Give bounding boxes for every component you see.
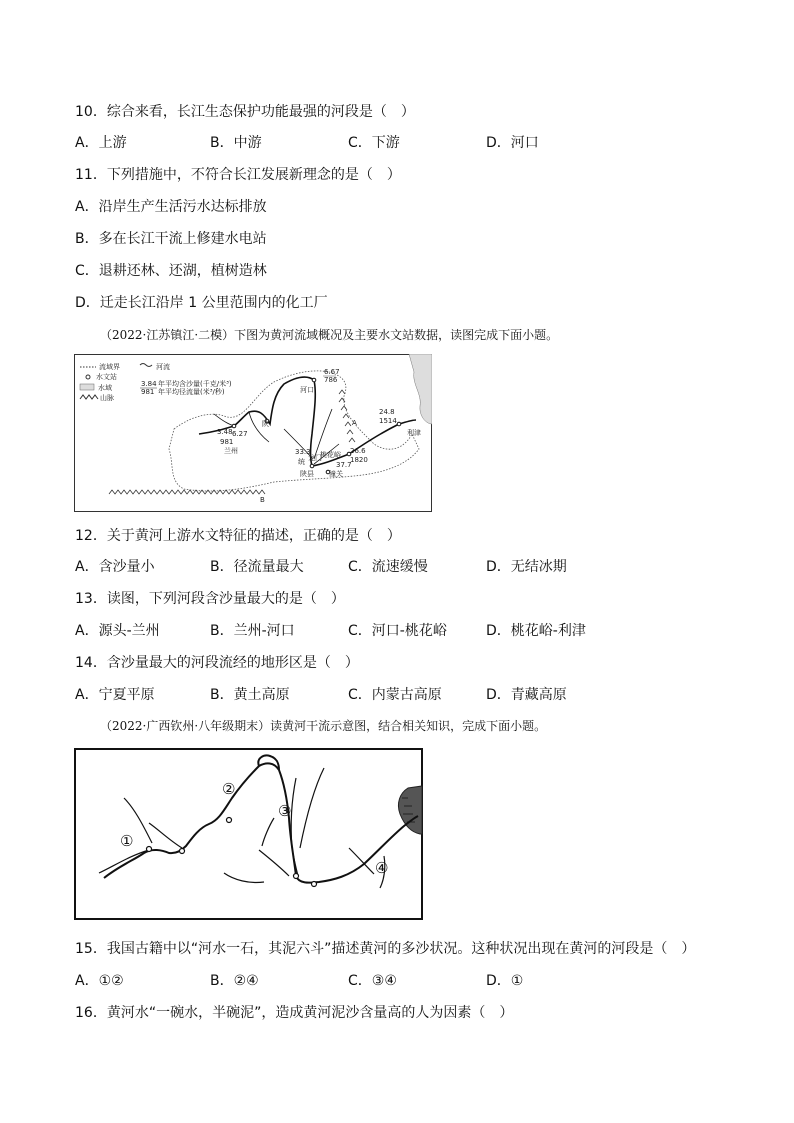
label-v4: 3.48 [217,428,233,436]
label-hekou: 河口 [300,386,314,394]
label-A: A [352,419,357,427]
q15-option-d: D．① [486,973,524,989]
label-m1: 陕 [262,420,269,428]
q10-option-b: B．中游 [210,135,262,151]
label-v10: 24.8 [379,408,395,416]
label-v8: 1820 [350,456,368,464]
legend-water: 水域 [98,384,112,392]
legend-mountain: 山脉 [100,394,114,402]
q13-option-d: D．桃花峪-利津 [486,623,586,639]
label-taohuayu: 桃花峪 [320,451,341,459]
legend-river: 河流 [156,363,170,371]
legend-flow-desc: 年平均径流量(米³/秒) [158,388,225,396]
legend-sample-flow: 981 [141,388,155,396]
yellow-river-basin-map [74,354,432,512]
q13-option-b: B．兰州-河口 [210,623,295,639]
question-16-stem: 16．黄河水“一碗水，半碗泥”，造成黄河泥沙含量高的人为因素（ ） [75,1005,514,1021]
map2-label-2: ② [222,780,236,798]
label-v5: 981 [220,438,234,446]
label-longmen: 龙门 [308,454,322,462]
question-14-stem: 14．含沙量最大的河段流经的地形区是（ ） [75,655,359,671]
q11-option-d: D．迁走长江沿岸 1 公里范围内的化工厂 [75,295,328,311]
label-v11: 1514 [379,417,397,425]
label-v3: 6.27 [232,430,248,438]
q14-option-c: C．内蒙古高原 [348,687,442,703]
q15-option-b: B．②④ [210,973,259,989]
q13-option-c: C．河口-桃花峪 [348,623,447,639]
legend-basin-boundary: 流域界 [99,363,120,371]
label-lijin: 利津 [407,429,421,437]
q11-option-c: C．退耕还林、还湖，植树造林 [75,263,267,279]
question-11-stem: 11．下列措施中，不符合长江发展新理念的是（ ） [75,167,401,183]
question-15-stem: 15．我国古籍中以“河水一石，其泥六斗”描述黄河的多沙状况。这种状况出现在黄河的河段是（ ） [75,941,696,957]
label-v1: 6.67 [324,368,340,376]
q11-option-a: A．沿岸生产生活污水达标排放 [75,199,267,215]
q11-option-b: B．多在长江干流上修建水电站 [75,231,267,247]
q12-option-d: D．无结冰期 [486,559,567,575]
q10-option-a: A．上游 [75,135,127,151]
q15-option-a: A．①② [75,973,124,989]
q10-option-d: D．河口 [486,135,539,151]
yellow-river-mainstream-map [74,748,423,920]
question-10-stem: 10．综合来看，长江生态保护功能最强的河段是（ ） [75,104,415,120]
label-lanzhou: 兰州 [224,447,238,455]
q12-option-c: C．流速缓慢 [348,559,428,575]
q14-option-b: B．黄土高原 [210,687,290,703]
label-v6: 33.3 [295,448,311,456]
legend-station: 水文站 [96,373,117,381]
source-note-2: （2022·广西钦州·八年级期末）读黄河干流示意图，结合相关知识，完成下面小题。 [100,719,547,733]
question-13-stem: 13．读图，下列河段含沙量最大的是（ ） [75,591,345,607]
q15-option-c: C．③④ [348,973,397,989]
label-v7: 26.6 [350,447,366,455]
map2-label-4: ④ [375,859,389,877]
label-tongguan: 潼关 [329,470,343,478]
legend-sediment-desc: 年平均含沙量(千克/米³) [158,380,232,388]
map2-label-1: ① [120,832,134,850]
label-B: B [260,496,265,504]
q12-option-a: A．含沙量小 [75,559,155,575]
q13-option-a: A．源头-兰州 [75,623,160,639]
label-v9: 37.7 [336,461,352,469]
q10-option-c: C．下游 [348,135,400,151]
legend-sample-sediment: 3.84 [141,380,157,388]
label-v2: 786 [324,376,338,384]
source-note-1: （2022·江苏镇江·二模）下图为黄河流域概况及主要水文站数据，读图完成下面小题。 [100,328,559,342]
label-m2: 统 [298,458,305,466]
q14-option-d: D．青藏高原 [486,687,567,703]
q14-option-a: A．宁夏平原 [75,687,155,703]
q12-option-b: B．径流量最大 [210,559,304,575]
map2-label-3: ③ [278,802,292,820]
label-shanxian: 陕县 [300,470,314,478]
question-12-stem: 12．关于黄河上游水文特征的描述，正确的是（ ） [75,528,401,544]
